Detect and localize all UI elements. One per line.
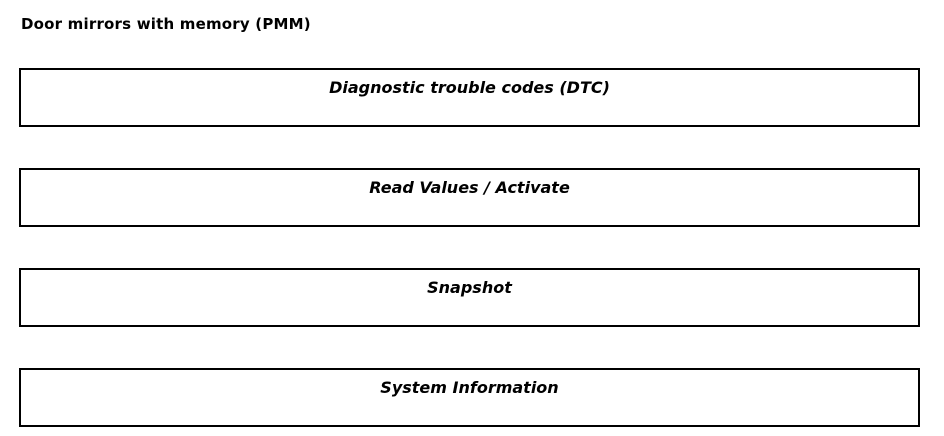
main-menu [19,68,920,427]
dtc-button[interactable] [19,68,920,127]
system-information-button[interactable] [19,368,920,427]
dtc-button-label: Diagnostic trouble codes (DTC) [329,78,610,97]
system-information-button-label: System Information [380,378,559,397]
page-title: Door mirrors with memory (PMM) [21,15,311,33]
snapshot-button[interactable] [19,268,920,327]
read-values-activate-button[interactable] [19,168,920,227]
read-values-activate-button-label: Read Values / Activate [369,178,570,197]
snapshot-button-label: Snapshot [427,278,512,297]
